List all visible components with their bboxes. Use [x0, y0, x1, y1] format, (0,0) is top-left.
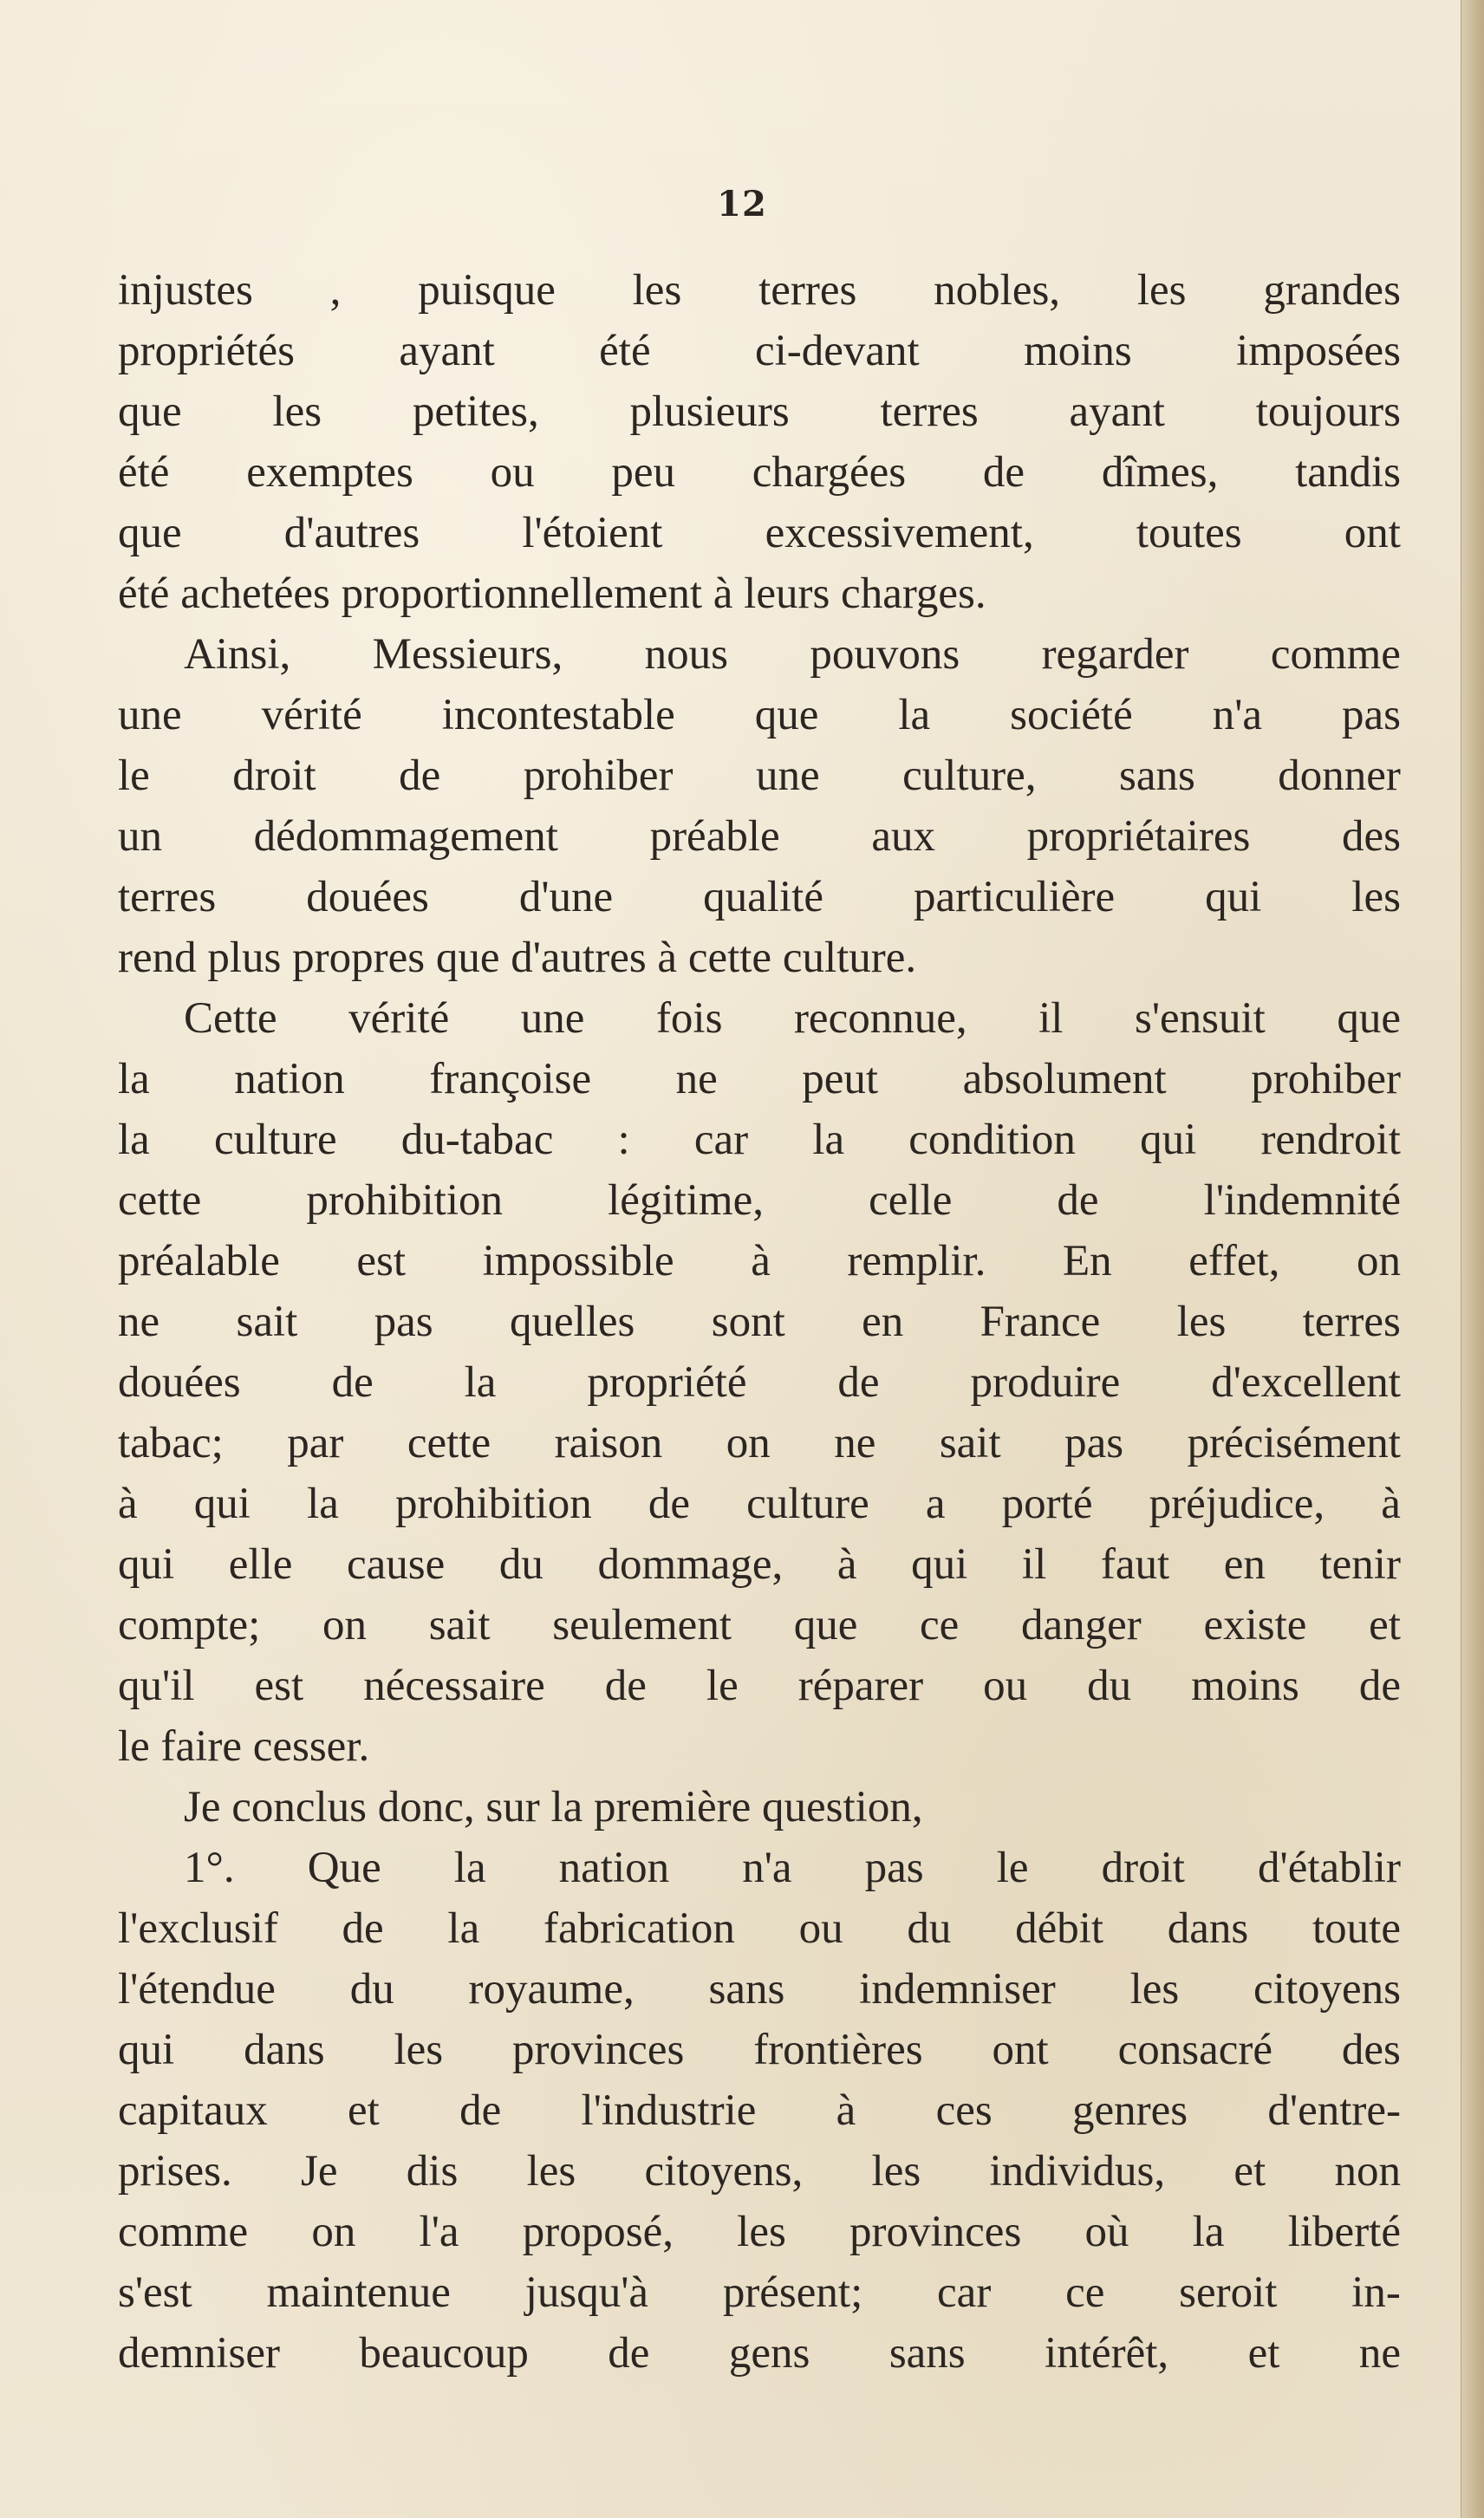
text-line: s'est maintenue jusqu'à présent; car ce seroit in- [118, 2268, 1401, 2317]
text-line: cette prohibition légitime, celle de l'indemnité [118, 1176, 1401, 1225]
text-line: comme on l'a proposé, les provinces où la liberté [118, 2208, 1401, 2256]
text-line: douées de la propriété de produire d'excellent [118, 1358, 1401, 1407]
text-line: été exemptes ou peu chargées de dîmes, tandis [118, 448, 1401, 497]
text-line: que d'autres l'étoient excessivement, toutes ont [118, 509, 1401, 557]
text-line: que les petites, plusieurs terres ayant toujours [118, 387, 1401, 436]
text-line: la culture du-tabac : car la condition qui rendroit [118, 1116, 1401, 1164]
text-line: terres douées d'une qualité particulière qui les [118, 873, 1401, 921]
text-line: qu'il est nécessaire de le réparer ou du moins de [118, 1662, 1401, 1710]
body-text [118, 260, 1401, 2384]
text-line: Ainsi, Messieurs, nous pouvons regarder comme [184, 630, 1401, 679]
text-line: le droit de prohiber une culture, sans donner [118, 751, 1401, 800]
text-line: qui elle cause du dommage, à qui il faut en tenir [118, 1540, 1401, 1589]
text-line: le faire cesser. [118, 1722, 370, 1771]
text-line: la nation françoise ne peut absolument prohiber [118, 1055, 1401, 1103]
text-line: l'exclusif de la fabrication ou du débit dans toute [118, 1904, 1401, 1953]
text-line: injustes , puisque les terres nobles, les grandes [118, 266, 1401, 315]
text-line: qui dans les provinces frontières ont consacré des [118, 2026, 1401, 2074]
text-line: compte; on sait seulement que ce danger existe et [118, 1601, 1401, 1649]
text-line: propriétés ayant été ci-devant moins imposées [118, 327, 1401, 375]
text-line: un dédommagement préable aux propriétaires des [118, 812, 1401, 861]
page-edge [1461, 0, 1484, 2518]
text-line: préalable est impossible à remplir. En effet, on [118, 1237, 1401, 1285]
text-line: 1°. Que la nation n'a pas le droit d'établir [184, 1844, 1401, 1892]
text-line: l'étendue du royaume, sans indemniser les citoyens [118, 1965, 1401, 2014]
text-line: à qui la prohibition de culture a porté préjudice, à [118, 1480, 1401, 1528]
text-line: tabac; par cette raison on ne sait pas précisément [118, 1419, 1401, 1467]
text-line: rend plus propres que d'autres à cette culture. [118, 934, 917, 982]
text-line: prises. Je dis les citoyens, les individus, et non [118, 2147, 1401, 2196]
text-line: Je conclus donc, sur la première question, [184, 1783, 923, 1832]
text-line: été achetées proportionnellement à leurs charges. [118, 569, 986, 618]
text-line: ne sait pas quelles sont en France les terres [118, 1298, 1401, 1346]
page-number: 12 [717, 184, 767, 224]
text-line: demniser beaucoup de gens sans intérêt, et ne [118, 2329, 1401, 2378]
text-line: une vérité incontestable que la société n'a pas [118, 691, 1401, 739]
text-line: capitaux et de l'industrie à ces genres d'entre- [118, 2086, 1401, 2135]
text-line: Cette vérité une fois reconnue, il s'ensuit que [184, 994, 1401, 1043]
